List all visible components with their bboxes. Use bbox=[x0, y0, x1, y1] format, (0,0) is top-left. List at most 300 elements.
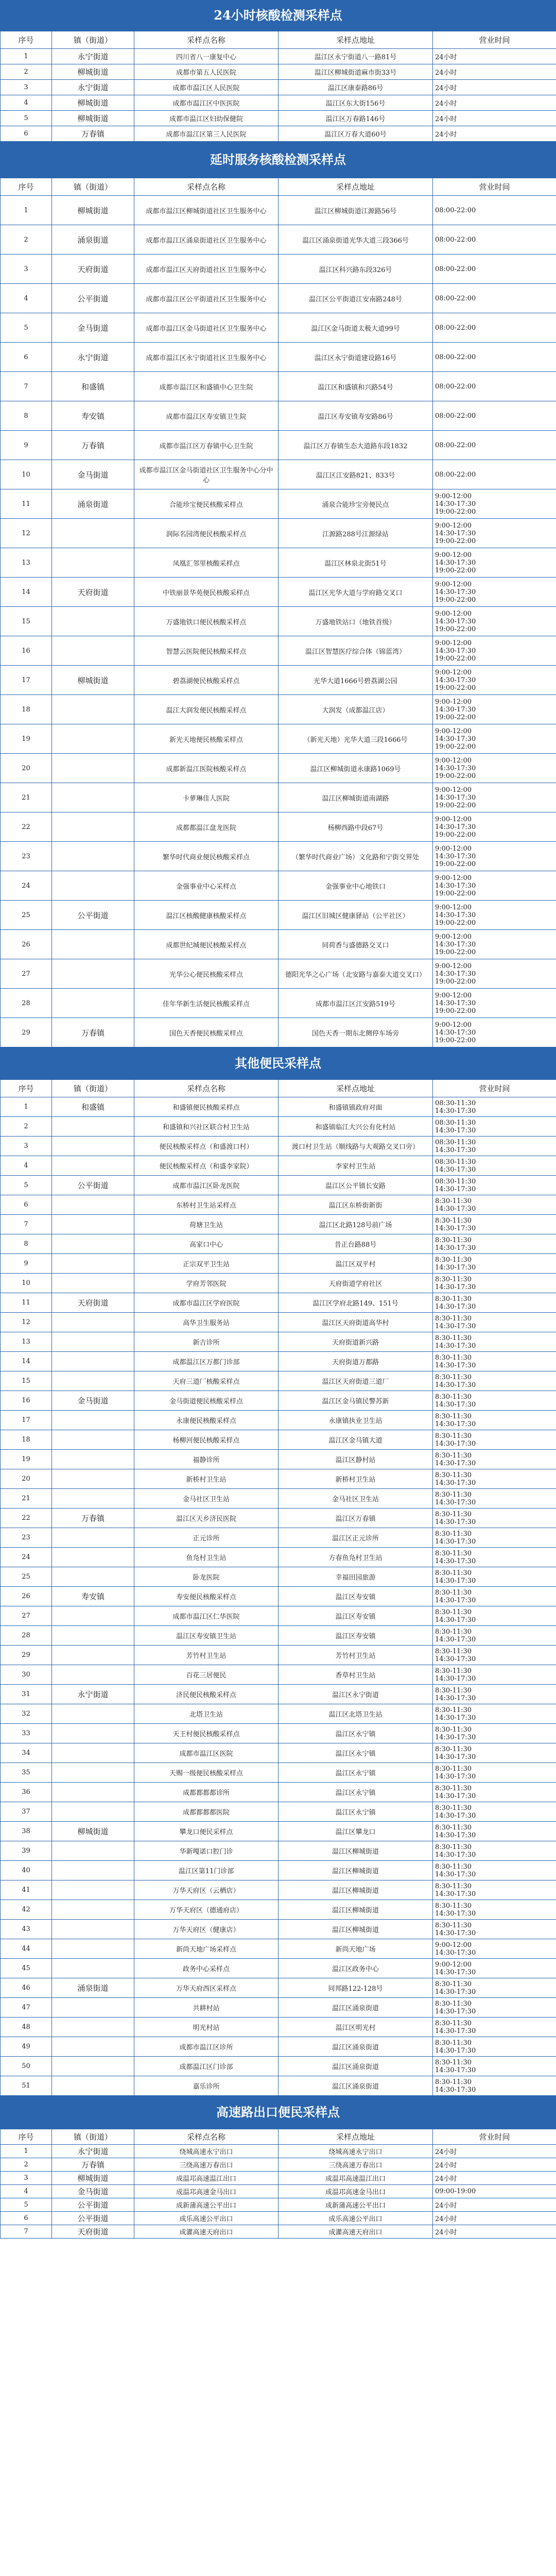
cell-street bbox=[52, 1861, 134, 1880]
cell-addr: 温江区涌泉街道 bbox=[279, 2037, 433, 2057]
cell-addr: 温江区公平镇长安路 bbox=[279, 1176, 433, 1195]
cell-street bbox=[52, 1646, 134, 1665]
table-extended bbox=[0, 178, 556, 1047]
table-row bbox=[1, 2037, 556, 2057]
cell-name: 成都市温江区中医医院 bbox=[134, 95, 279, 111]
cell-street bbox=[52, 1939, 134, 1959]
cell-street bbox=[52, 1411, 134, 1430]
cell-hours: 24小时 bbox=[433, 2212, 556, 2225]
cell-hours: 8:30-11:30 14:30-17:30 bbox=[433, 1215, 556, 1234]
cell-hours: 8:30-11:30 14:30-17:30 bbox=[433, 1606, 556, 1626]
cell-name: 嘉乐诊所 bbox=[134, 2076, 279, 2096]
cell-street: 公平街道 bbox=[52, 284, 134, 313]
header-row bbox=[1, 2129, 556, 2145]
cell-street: 万春镇 bbox=[52, 431, 134, 460]
cell-idx: 11 bbox=[1, 489, 52, 519]
cell-name: 政务中心采样点 bbox=[134, 1959, 279, 1978]
table-row bbox=[1, 901, 556, 930]
cell-hours: 24小时 bbox=[433, 111, 556, 126]
cell-name: 繁华时代商业便民核酸采样点 bbox=[134, 842, 279, 871]
cell-name: 成都都都都诊所 bbox=[134, 1783, 279, 1802]
cell-addr: 温江区柳城街道 bbox=[279, 1861, 433, 1880]
cell-idx: 23 bbox=[1, 1528, 52, 1548]
cell-street: 金马街道 bbox=[52, 313, 134, 343]
cell-hours: 8:30-11:30 14:30-17:30 bbox=[433, 1587, 556, 1606]
table-row bbox=[1, 1391, 556, 1411]
cell-addr: 温江区东大街156号 bbox=[279, 95, 433, 111]
cell-addr: 温江区静村站 bbox=[279, 1450, 433, 1469]
cell-street bbox=[52, 1841, 134, 1861]
cell-street bbox=[52, 1548, 134, 1567]
cell-addr: 温江区康泰路86号 bbox=[279, 80, 433, 95]
header-name: 采样点名称 bbox=[134, 31, 279, 49]
table-row bbox=[1, 431, 556, 460]
table-row bbox=[1, 695, 556, 724]
cell-addr: 成新蒲高速公平出口 bbox=[279, 2198, 433, 2212]
cell-addr: 温江区永宁镇 bbox=[279, 1763, 433, 1783]
cell-name: 高华卫生服务站 bbox=[134, 1313, 279, 1332]
cell-name: 北塔卫生站 bbox=[134, 1704, 279, 1724]
cell-name: 新吉诊所 bbox=[134, 1332, 279, 1352]
table-row bbox=[1, 313, 556, 343]
cell-idx: 43 bbox=[1, 1920, 52, 1939]
cell-addr: 温江区万春镇 bbox=[279, 1509, 433, 1528]
cell-street bbox=[52, 636, 134, 666]
cell-addr: 温江区涌泉街道光华大道三段366号 bbox=[279, 225, 433, 255]
cell-street bbox=[52, 607, 134, 636]
cell-hours: 24小时 bbox=[433, 2172, 556, 2185]
cell-idx: 13 bbox=[1, 1332, 52, 1352]
cell-hours: 8:30-11:30 14:30-17:30 bbox=[433, 1763, 556, 1783]
cell-idx: 17 bbox=[1, 666, 52, 695]
cell-street: 柳城街道 bbox=[52, 666, 134, 695]
cell-street bbox=[52, 1195, 134, 1215]
cell-idx: 9 bbox=[1, 1254, 52, 1274]
cell-hours: 08:00-22:00 bbox=[433, 225, 556, 255]
cell-idx: 44 bbox=[1, 1939, 52, 1959]
table-row bbox=[1, 1137, 556, 1156]
header-name: 采样点名称 bbox=[134, 2129, 279, 2145]
cell-street: 和盛镇 bbox=[52, 372, 134, 401]
cell-addr: 温江区万春路146号 bbox=[279, 111, 433, 126]
cell-idx: 2 bbox=[1, 1117, 52, 1137]
cell-name: 和盛镇便民核酸采样点 bbox=[134, 1097, 279, 1117]
cell-hours: 8:30-11:30 14:30-17:30 bbox=[433, 1430, 556, 1450]
cell-name: 学府芳邻医院 bbox=[134, 1274, 279, 1293]
cell-street: 天府街道 bbox=[52, 2225, 134, 2239]
cell-idx: 41 bbox=[1, 1880, 52, 1900]
cell-street: 金马街道 bbox=[52, 2185, 134, 2198]
section-other bbox=[0, 1047, 556, 2096]
table-row bbox=[1, 607, 556, 636]
cell-hours: 8:30-11:30 14:30-17:30 bbox=[433, 1783, 556, 1802]
cell-idx: 13 bbox=[1, 548, 52, 578]
cell-name: 成都新温江医院核酸采样点 bbox=[134, 754, 279, 783]
table-row bbox=[1, 1567, 556, 1587]
table-row bbox=[1, 1509, 556, 1528]
cell-street bbox=[52, 1274, 134, 1293]
cell-hours: 8:30-11:30 14:30-17:30 bbox=[433, 1822, 556, 1841]
cell-idx: 9 bbox=[1, 431, 52, 460]
cell-addr: 大润发（成都温江店） bbox=[279, 695, 433, 724]
cell-addr: 温江区金马街道太极大道99号 bbox=[279, 313, 433, 343]
cell-addr: 和盛镇镇政府对面 bbox=[279, 1097, 433, 1117]
cell-name: 成都市温江区金马街道社区卫生服务中心 bbox=[134, 313, 279, 343]
cell-name: 和盛镇和兴社区联合村卫生站 bbox=[134, 1117, 279, 1137]
cell-addr: 温江区永宁镇 bbox=[279, 1743, 433, 1763]
cell-name: 万盛地铁口便民核酸采样点 bbox=[134, 607, 279, 636]
table-row bbox=[1, 460, 556, 489]
cell-addr: 永康镇执业卫生站 bbox=[279, 1411, 433, 1430]
cell-hours: 09:00-19:00 bbox=[433, 2185, 556, 2198]
cell-street bbox=[52, 959, 134, 989]
header-row bbox=[1, 31, 556, 49]
cell-addr: 芳竹村卫生站 bbox=[279, 1646, 433, 1665]
cell-street bbox=[52, 1254, 134, 1274]
cell-name: 成都温江区门诊部 bbox=[134, 2057, 279, 2076]
cell-street bbox=[52, 724, 134, 754]
cell-idx: 3 bbox=[1, 80, 52, 95]
cell-street bbox=[52, 1763, 134, 1783]
cell-street bbox=[52, 1920, 134, 1939]
cell-hours: 9:00-12:00 14:30-17:30 bbox=[433, 1939, 556, 1959]
cell-addr: 新桥村卫生站 bbox=[279, 1469, 433, 1489]
cell-idx: 45 bbox=[1, 1959, 52, 1978]
cell-hours: 08:00-22:00 bbox=[433, 372, 556, 401]
cell-hours: 8:30-11:30 14:30-17:30 bbox=[433, 1469, 556, 1489]
cell-street bbox=[52, 1704, 134, 1724]
table-row bbox=[1, 1920, 556, 1939]
header-hours: 营业时间 bbox=[433, 178, 556, 196]
cell-street bbox=[52, 1880, 134, 1900]
cell-idx: 12 bbox=[1, 519, 52, 548]
cell-idx: 7 bbox=[1, 2225, 52, 2239]
cell-addr: 温江区光华大道与学府路交叉口 bbox=[279, 578, 433, 607]
cell-addr: 新尚天地广场 bbox=[279, 1939, 433, 1959]
cell-hours: 9:00-12:00 14:30-17:30 19:00-22:00 bbox=[433, 724, 556, 754]
cell-hours: 8:30-11:30 14:30-17:30 bbox=[433, 1626, 556, 1646]
cell-hours: 9:00-12:00 14:30-17:30 19:00-22:00 bbox=[433, 754, 556, 783]
table-row bbox=[1, 1332, 556, 1352]
cell-name: 碧荔湖便民核酸采样点 bbox=[134, 666, 279, 695]
cell-idx: 16 bbox=[1, 636, 52, 666]
cell-addr: 温江区寿安镇寿安路86号 bbox=[279, 401, 433, 431]
header-addr: 采样点地址 bbox=[279, 31, 433, 49]
table-row bbox=[1, 1763, 556, 1783]
cell-idx: 7 bbox=[1, 372, 52, 401]
cell-name: 芳竹村卫生站 bbox=[134, 1646, 279, 1665]
cell-name: 温江区天乡济民医院 bbox=[134, 1509, 279, 1528]
cell-name: 成都市温江区学府医院 bbox=[134, 1293, 279, 1313]
cell-addr: 温江区金马镇民警苏新 bbox=[279, 1391, 433, 1411]
cell-addr: 温江区万春大道60号 bbox=[279, 126, 433, 142]
table-row bbox=[1, 255, 556, 284]
cell-hours: 9:00-12:00 14:30-17:30 19:00-22:00 bbox=[433, 812, 556, 842]
cell-idx: 24 bbox=[1, 1548, 52, 1567]
cell-idx: 42 bbox=[1, 1900, 52, 1920]
table-row bbox=[1, 1606, 556, 1626]
cell-street bbox=[52, 1352, 134, 1371]
cell-street bbox=[52, 1469, 134, 1489]
cell-name: 合能珍宝便民核酸采样点 bbox=[134, 489, 279, 519]
cell-hours: 8:30-11:30 14:30-17:30 bbox=[433, 1743, 556, 1763]
cell-hours: 9:00-12:00 14:30-17:30 19:00-22:00 bbox=[433, 930, 556, 959]
cell-idx: 1 bbox=[1, 49, 52, 64]
cell-hours: 8:30-11:30 14:30-17:30 bbox=[433, 1528, 556, 1548]
cell-hours: 9:00-12:00 14:30-17:30 19:00-22:00 bbox=[433, 959, 556, 989]
cell-hours: 8:30-11:30 14:30-17:30 bbox=[433, 1450, 556, 1469]
cell-addr: 温江区永宁街道建设路16号 bbox=[279, 343, 433, 372]
cell-hours: 8:30-11:30 14:30-17:30 bbox=[433, 1293, 556, 1313]
cell-name: 温江大润发便民核酸采样点 bbox=[134, 695, 279, 724]
table-row bbox=[1, 1430, 556, 1450]
table-row bbox=[1, 1313, 556, 1332]
cell-addr: 温江区北路128号前广场 bbox=[279, 1215, 433, 1234]
cell-addr: 温江区涌泉街道 bbox=[279, 1998, 433, 2018]
cell-addr: 温江区永宁镇 bbox=[279, 1802, 433, 1822]
table-row bbox=[1, 989, 556, 1018]
header-row bbox=[1, 1080, 556, 1097]
cell-addr: 金强事业中心地铁口 bbox=[279, 871, 433, 901]
cell-addr: 温江区寿安镇 bbox=[279, 1606, 433, 1626]
table-row bbox=[1, 1411, 556, 1430]
cell-name: 成温邛高速温江出口 bbox=[134, 2172, 279, 2185]
cell-street: 柳城街道 bbox=[52, 1822, 134, 1841]
cell-name: 成都市温江区仁华医院 bbox=[134, 1606, 279, 1626]
cell-street: 公平街道 bbox=[52, 2198, 134, 2212]
cell-street: 万春镇 bbox=[52, 2158, 134, 2172]
table-row bbox=[1, 1097, 556, 1117]
cell-idx: 15 bbox=[1, 1371, 52, 1391]
table-row bbox=[1, 1117, 556, 1137]
cell-street bbox=[52, 1528, 134, 1548]
table-row bbox=[1, 1959, 556, 1978]
header-name: 采样点名称 bbox=[134, 1080, 279, 1097]
cell-name: 共耕村站 bbox=[134, 1998, 279, 2018]
cell-name: 温江区寿安镇卫生站 bbox=[134, 1626, 279, 1646]
cell-street bbox=[52, 1567, 134, 1587]
table-row bbox=[1, 1254, 556, 1274]
cell-addr: 成都市温江区江安路519号 bbox=[279, 989, 433, 1018]
header-hours: 营业时间 bbox=[433, 31, 556, 49]
cell-addr: 成温邛高速温江出口 bbox=[279, 2172, 433, 2185]
cell-street: 万春镇 bbox=[52, 1018, 134, 1047]
cell-hours: 9:00-12:00 14:30-17:30 19:00-22:00 bbox=[433, 666, 556, 695]
table-row bbox=[1, 1802, 556, 1822]
header-hours: 营业时间 bbox=[433, 1080, 556, 1097]
cell-addr: 李家村卫生站 bbox=[279, 1156, 433, 1176]
cell-hours: 24小时 bbox=[433, 80, 556, 95]
cell-street: 永宁街道 bbox=[52, 80, 134, 95]
cell-name: 成都都都都医院 bbox=[134, 1802, 279, 1822]
cell-street bbox=[52, 1606, 134, 1626]
cell-hours: 9:00-12:00 14:30-17:30 19:00-22:00 bbox=[433, 489, 556, 519]
cell-idx: 33 bbox=[1, 1724, 52, 1743]
cell-addr: 温江区永宁街道 bbox=[279, 1685, 433, 1704]
cell-name: 成都市温江区医院 bbox=[134, 1743, 279, 1763]
cell-street: 公平街道 bbox=[52, 1176, 134, 1195]
cell-addr: 温江区万春镇生态大道路东段1832 bbox=[279, 431, 433, 460]
cell-hours: 9:00-12:00 14:30-17:30 19:00-22:00 bbox=[433, 607, 556, 636]
cell-name: 成都市温江区公平街道社区卫生服务中心 bbox=[134, 284, 279, 313]
cell-street: 柳城街道 bbox=[52, 64, 134, 80]
table-row bbox=[1, 1626, 556, 1646]
cell-idx: 25 bbox=[1, 901, 52, 930]
cell-street: 柳城街道 bbox=[52, 196, 134, 225]
cell-hours: 24小时 bbox=[433, 2225, 556, 2239]
cell-idx: 3 bbox=[1, 1137, 52, 1156]
cell-hours: 8:30-11:30 14:30-17:30 bbox=[433, 1352, 556, 1371]
table-24h bbox=[0, 31, 556, 142]
cell-name: 东桥村卫生站采样点 bbox=[134, 1195, 279, 1215]
cell-addr: 温江区正元诊所 bbox=[279, 1528, 433, 1548]
cell-name: 天赐一级便民核酸采样点 bbox=[134, 1763, 279, 1783]
table-row bbox=[1, 754, 556, 783]
cell-addr: 幸福田园旅游 bbox=[279, 1567, 433, 1587]
cell-idx: 24 bbox=[1, 871, 52, 901]
cell-addr: 天府街道万都路 bbox=[279, 1352, 433, 1371]
table-row bbox=[1, 225, 556, 255]
cell-street bbox=[52, 989, 134, 1018]
cell-addr: 温江区永宁街道八一路81号 bbox=[279, 49, 433, 64]
cell-addr: 温江区柳城街道永康路1069号 bbox=[279, 754, 433, 783]
cell-hours: 08:00-22:00 bbox=[433, 313, 556, 343]
table-row bbox=[1, 2057, 556, 2076]
table-row bbox=[1, 1352, 556, 1371]
cell-name: 成都温江区万都门诊部 bbox=[134, 1352, 279, 1371]
table-row bbox=[1, 1469, 556, 1489]
cell-street: 寿安镇 bbox=[52, 1587, 134, 1606]
cell-idx: 27 bbox=[1, 959, 52, 989]
cell-street bbox=[52, 1959, 134, 1978]
table-row bbox=[1, 1548, 556, 1567]
cell-hours: 8:30-11:30 14:30-17:30 bbox=[433, 2037, 556, 2057]
cell-street: 柳城街道 bbox=[52, 95, 134, 111]
table-highway bbox=[0, 2129, 556, 2239]
cell-idx: 23 bbox=[1, 842, 52, 871]
cell-idx: 16 bbox=[1, 1391, 52, 1411]
cell-idx: 17 bbox=[1, 1411, 52, 1430]
table-row bbox=[1, 126, 556, 142]
cell-street: 涌泉街道 bbox=[52, 1978, 134, 1998]
table-row bbox=[1, 1978, 556, 1998]
cell-name: 万华天府区（健康店） bbox=[134, 1920, 279, 1939]
cell-addr: 温江区柳城街道 bbox=[279, 1900, 433, 1920]
cell-hours: 8:30-11:30 14:30-17:30 bbox=[433, 2018, 556, 2037]
cell-street bbox=[52, 1215, 134, 1234]
header-idx: 序号 bbox=[1, 31, 52, 49]
cell-hours: 9:00-12:00 14:30-17:30 19:00-22:00 bbox=[433, 842, 556, 871]
header-name: 采样点名称 bbox=[134, 178, 279, 196]
cell-idx: 35 bbox=[1, 1763, 52, 1783]
cell-hours: 8:30-11:30 14:30-17:30 bbox=[433, 1998, 556, 2018]
cell-addr: 温江区旧城区健康驿站（公平社区） bbox=[279, 901, 433, 930]
cell-hours: 9:00-12:00 14:30-17:30 19:00-22:00 bbox=[433, 1018, 556, 1047]
header-street: 镇（街道） bbox=[52, 31, 134, 49]
cell-idx: 30 bbox=[1, 1665, 52, 1685]
cell-name: 百花三居便民 bbox=[134, 1665, 279, 1685]
cell-hours: 8:30-11:30 14:30-17:30 bbox=[433, 1313, 556, 1332]
cell-idx: 8 bbox=[1, 401, 52, 431]
cell-idx: 51 bbox=[1, 2076, 52, 2096]
cell-addr: 德阳光华之心广场（北安路与嘉泰大道交叉口） bbox=[279, 959, 433, 989]
cell-hours: 8:30-11:30 14:30-17:30 bbox=[433, 1920, 556, 1939]
table-row bbox=[1, 1841, 556, 1861]
table-row bbox=[1, 343, 556, 372]
cell-street bbox=[52, 1137, 134, 1156]
cell-street: 涌泉街道 bbox=[52, 225, 134, 255]
cell-idx: 37 bbox=[1, 1802, 52, 1822]
cell-addr: 温江区林泉北街51号 bbox=[279, 548, 433, 578]
cell-street: 金马街道 bbox=[52, 460, 134, 489]
cell-addr: 成温邛高速金马出口 bbox=[279, 2185, 433, 2198]
cell-idx: 21 bbox=[1, 783, 52, 812]
table-row bbox=[1, 724, 556, 754]
cell-name: 金马社区卫生站 bbox=[134, 1489, 279, 1509]
cell-idx: 26 bbox=[1, 1587, 52, 1606]
section-24h bbox=[0, 0, 556, 142]
cell-idx: 5 bbox=[1, 313, 52, 343]
cell-hours: 8:30-11:30 14:30-17:30 bbox=[433, 1861, 556, 1880]
cell-street: 永宁街道 bbox=[52, 1685, 134, 1704]
section-title: 延时服务核酸检测采样点 bbox=[0, 142, 556, 178]
cell-hours: 9:00-12:00 14:30-17:30 19:00-22:00 bbox=[433, 548, 556, 578]
cell-name: 高家口中心 bbox=[134, 1234, 279, 1254]
cell-street bbox=[52, 2076, 134, 2096]
cell-idx: 18 bbox=[1, 1430, 52, 1450]
cell-hours: 9:00-12:00 14:30-17:30 19:00-22:00 bbox=[433, 519, 556, 548]
cell-idx: 14 bbox=[1, 1352, 52, 1371]
cell-addr: 温江区东桥街新街 bbox=[279, 1195, 433, 1215]
cell-name: 成都市第五人民医院 bbox=[134, 64, 279, 80]
table-row bbox=[1, 1018, 556, 1047]
cell-name: 成都市温江区人民医院 bbox=[134, 80, 279, 95]
table-row bbox=[1, 1528, 556, 1548]
cell-street: 永宁街道 bbox=[52, 49, 134, 64]
table-row bbox=[1, 1900, 556, 1920]
cell-name: 润际名园湾便民核酸采样点 bbox=[134, 519, 279, 548]
cell-idx: 31 bbox=[1, 1685, 52, 1704]
cell-hours: 08:30-11:30 14:30-17:30 bbox=[433, 1137, 556, 1156]
table-row bbox=[1, 2198, 556, 2212]
cell-name: 成都市温江区天府街道社区卫生服务中心 bbox=[134, 255, 279, 284]
cell-name: 成都都温江盘龙医院 bbox=[134, 812, 279, 842]
cell-street bbox=[52, 1371, 134, 1391]
cell-name: 成都市温江区金马街道社区卫生服务中心分中心 bbox=[134, 460, 279, 489]
table-row bbox=[1, 2225, 556, 2239]
cell-hours: 8:30-11:30 14:30-17:30 bbox=[433, 1411, 556, 1430]
cell-street bbox=[52, 2018, 134, 2037]
cell-hours: 8:30-11:30 14:30-17:30 bbox=[433, 1274, 556, 1293]
cell-street: 公平街道 bbox=[52, 901, 134, 930]
cell-hours: 9:00-12:00 14:30-17:30 19:00-22:00 bbox=[433, 989, 556, 1018]
table-row bbox=[1, 842, 556, 871]
cell-idx: 10 bbox=[1, 1274, 52, 1293]
cell-street: 万春镇 bbox=[52, 126, 134, 142]
cell-hours: 8:30-11:30 14:30-17:30 bbox=[433, 1802, 556, 1822]
cell-addr: 温江区永宁镇 bbox=[279, 1724, 433, 1743]
table-row bbox=[1, 812, 556, 842]
cell-hours: 24小时 bbox=[433, 2198, 556, 2212]
header-hours: 营业时间 bbox=[433, 2129, 556, 2145]
cell-name: 三绕高速万春出口 bbox=[134, 2158, 279, 2172]
cell-idx: 27 bbox=[1, 1606, 52, 1626]
table-row bbox=[1, 1215, 556, 1234]
table-row bbox=[1, 1371, 556, 1391]
cell-addr: 温江区永宁镇 bbox=[279, 1783, 433, 1802]
cell-name: 天府三道厂核酸采样点 bbox=[134, 1371, 279, 1391]
cell-hours: 8:30-11:30 14:30-17:30 bbox=[433, 1685, 556, 1704]
